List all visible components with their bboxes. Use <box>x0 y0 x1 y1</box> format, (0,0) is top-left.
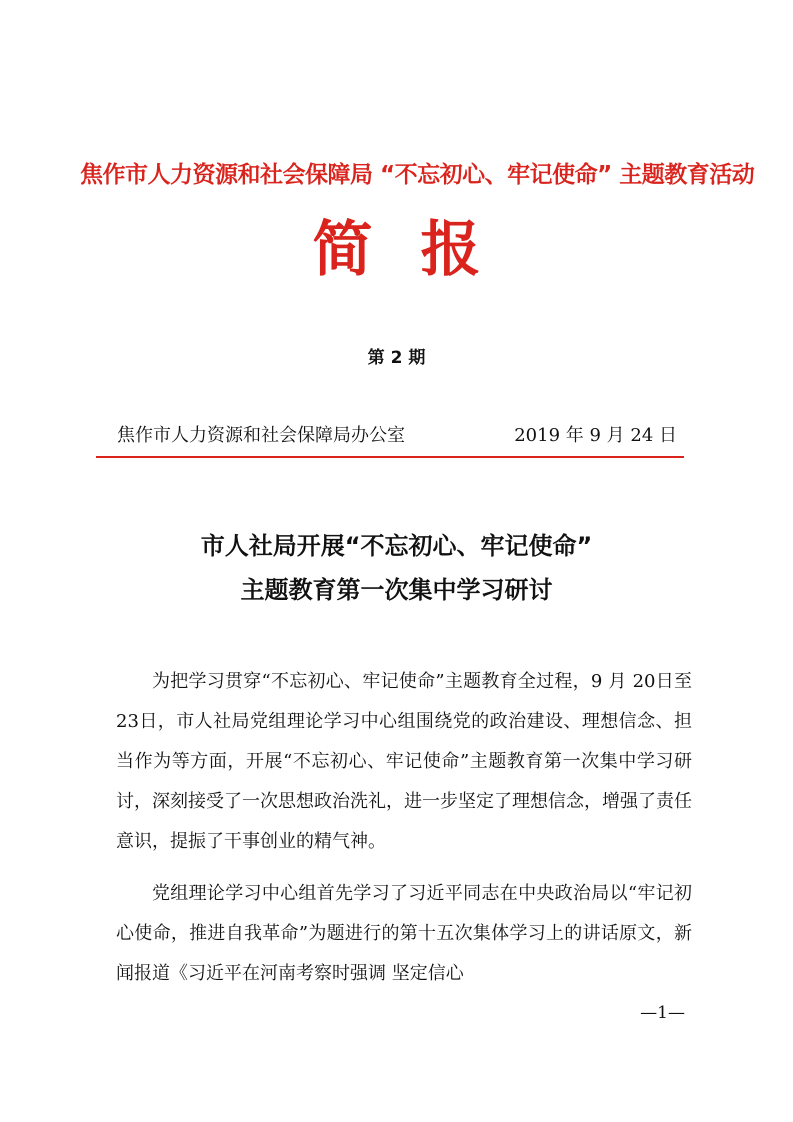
issue-number: 第 2 期 <box>367 348 426 368</box>
article-title-line-2: 主题教育第一次集中学习研讨 <box>240 576 553 604</box>
series-title: 焦作市人力资源和社会保障局 “不忘初心、牢记使命” 主题教育活动 <box>80 162 755 188</box>
issuing-organization: 焦作市人力资源和社会保障局办公室 <box>117 425 405 446</box>
red-divider <box>96 456 684 458</box>
article-body <box>116 662 692 994</box>
masthead-title: 简报 <box>312 215 529 285</box>
issue-date: 2019 年 9 月 24 日 <box>514 425 677 446</box>
page-number: —1— <box>640 1003 685 1023</box>
article-title-line-1: 市人社局开展“不忘初心、牢记使命” <box>200 532 593 560</box>
body-paragraph: 为把学习贯穿“不忘初心、牢记使命”主题教育全过程，9 月 20日至23日，市人社局党组理论学习中心组围绕党的政治建设、理想信念、担当作为等方面，开展“不忘初心、牢记使命”主题教育第一次集中学习研讨，深刻接受了一次思想政治洗礼，进一步坚定了理想信念，增强了责任意识，提振了干事创业的精气神。 <box>116 671 692 852</box>
issuer-row <box>117 421 677 449</box>
body-paragraph: 党组理论学习中心组首先学习了习近平同志在中央政治局以“牢记初心使命，推进自我革命”为题进行的第十五次集体学习上的讲话原文，新闻报道《习近平在河南考察时强调 坚定信心 <box>116 883 692 984</box>
